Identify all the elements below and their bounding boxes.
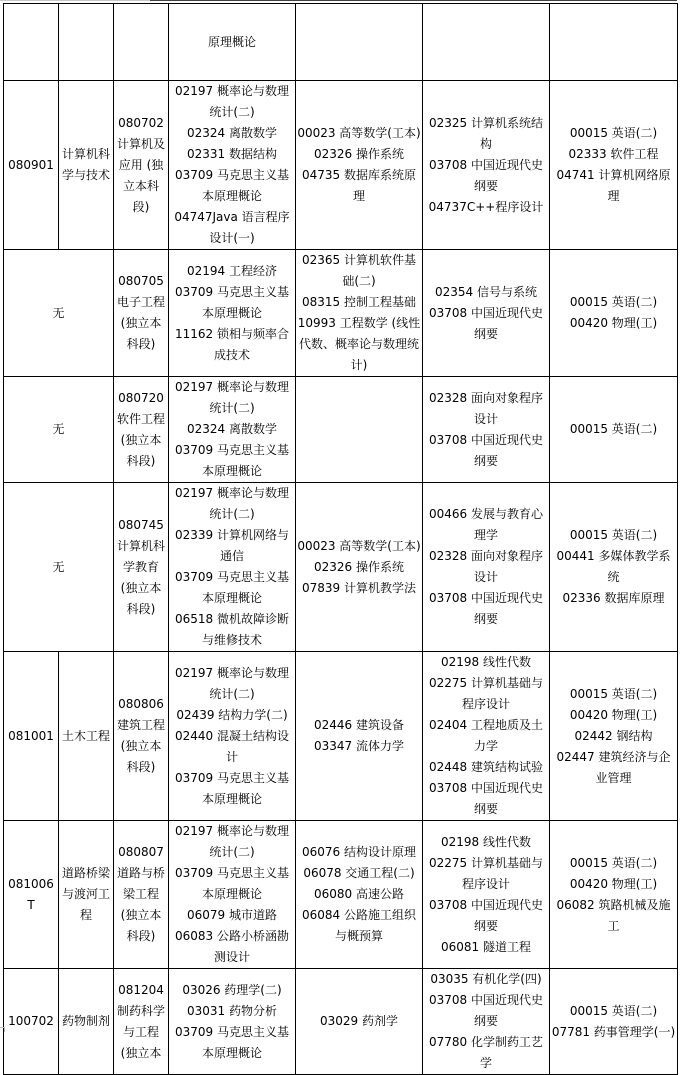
course-item: 02325 计算机系统结构: [429, 115, 543, 151]
previous-major-code: [4, 4, 59, 81]
course-item: 00023 高等数学(工本): [297, 538, 421, 553]
course-item: 03709 马克思主义基本原理概论: [175, 866, 289, 901]
course-item: 07780 化学制药工艺学: [429, 1035, 543, 1070]
courses-col-4: [169, 969, 296, 1075]
course-item: 03347 流体力学: [314, 739, 404, 753]
courses-col-4: [169, 377, 296, 483]
course-item: 06084 公路施工组织与概预算: [302, 908, 416, 943]
courses-col-7: [550, 821, 678, 969]
course-item: 03709 马克思主义基本原理概论: [175, 284, 289, 320]
course-item: 原理概论: [207, 34, 256, 49]
course-item: 02326 操作系统: [314, 559, 404, 574]
course-item: 02354 信号与系统: [435, 284, 537, 299]
course-item: 02447 建筑经济与企业管理: [556, 749, 671, 785]
course-item: 03031 药物分析: [187, 1003, 277, 1018]
course-item: 11162 锁相与频率合成技术: [175, 326, 289, 362]
previous-major-code: 081001: [4, 652, 59, 821]
course-item: 02197 概率论与数理统计(二): [175, 84, 289, 119]
table-row: [4, 652, 678, 821]
course-item: 02194 工程经济: [187, 263, 277, 278]
course-item: 00441 多媒体教学系统: [556, 549, 671, 584]
course-item: 00015 英语(二): [569, 422, 658, 436]
courses-col-5: [296, 483, 423, 652]
previous-major-name: 土木工程: [59, 652, 114, 821]
course-item: 03026 药理学(二): [182, 982, 282, 997]
courses-col-5: [296, 250, 423, 377]
previous-major-code: 080901: [4, 81, 59, 250]
course-item: 03708 中国近现代史纲要: [429, 781, 543, 816]
course-item: 10993 工程数学 (线性代数、概率论与数理统计): [297, 316, 421, 372]
course-item: 02365 计算机软件基础(二): [302, 253, 416, 288]
courses-col-6: [423, 81, 550, 250]
course-item: 08315 控制工程基础: [302, 295, 416, 309]
courses-col-4: [169, 483, 296, 652]
table-row: [4, 969, 678, 1075]
major-cell: 081204 制药科学与工程 (独立本: [114, 969, 169, 1075]
courses-col-6: [423, 483, 550, 652]
major-cell: 080745 计算机科学教育 (独立本科段): [114, 483, 169, 652]
major-cell: [114, 4, 169, 81]
top-edge-dark: [150, 0, 677, 1]
table-row: [4, 821, 678, 969]
course-item: 00015 英语(二): [569, 1003, 658, 1018]
courses-col-4: [169, 821, 296, 969]
courses-col-5: [296, 81, 423, 250]
courses-col-5: [296, 377, 423, 483]
course-item: 02197 概率论与数理统计(二): [175, 380, 289, 415]
courses-col-4: [169, 81, 296, 250]
course-item: 03708 中国近现代史纲要: [429, 157, 543, 193]
course-item: 00420 物理(工): [569, 316, 658, 330]
course-item: 06081 隧道工程: [441, 939, 531, 954]
courses-col-7: [550, 4, 678, 81]
courses-col-6: [423, 4, 550, 81]
previous-major-none: 无: [4, 250, 114, 377]
course-item: 02339 计算机网络与通信: [175, 528, 289, 563]
course-item: 02440 混凝土结构设计: [175, 728, 289, 764]
course-item: 02324 离散数学: [187, 422, 277, 436]
course-item: 02324 离散数学: [187, 126, 277, 140]
course-item: 02326 操作系统: [314, 147, 404, 161]
course-item: 03709 马克思主义基本原理概论: [175, 168, 289, 203]
courses-col-4: [169, 652, 296, 821]
previous-major-code: 100702: [4, 969, 59, 1075]
course-item: 03029 药剂学: [320, 1014, 398, 1028]
course-item: 06518 微机故障诊断与维修技术: [175, 612, 289, 647]
course-item: 02198 线性代数: [441, 834, 531, 849]
course-item: 03708 中国近现代史纲要: [429, 993, 543, 1028]
course-item: 04747Java 语言程序设计(一): [174, 210, 290, 245]
course-item: 06076 结构设计原理: [302, 845, 416, 859]
courses-col-6: [423, 969, 550, 1075]
course-item: 07839 计算机教学法: [302, 580, 416, 595]
course-item: 02198 线性代数: [441, 655, 531, 669]
course-item: 00015 英语(二): [569, 126, 658, 140]
course-item: 00015 英语(二): [569, 686, 658, 701]
course-item: 02197 概率论与数理统计(二): [175, 824, 289, 859]
previous-major-none: 无: [4, 377, 114, 483]
courses-col-5: [296, 4, 423, 81]
courses-col-4: [169, 250, 296, 377]
course-item: 02275 计算机基础与程序设计: [429, 855, 543, 891]
course-item: 03708 中国近现代史纲要: [429, 305, 543, 341]
course-item: 02404 工程地质及土力学: [429, 718, 543, 753]
courses-col-5: [296, 652, 423, 821]
courses-col-5: [296, 821, 423, 969]
course-item: 04737C++程序设计: [428, 199, 544, 214]
previous-major-name: [59, 4, 114, 81]
courses-col-7: [550, 969, 678, 1075]
courses-col-5: [296, 969, 423, 1075]
courses-col-6: [423, 250, 550, 377]
courses-col-7: [550, 250, 678, 377]
course-item: 03035 有机化学(四): [430, 972, 542, 986]
major-cell: 080705 电子工程 (独立本科段): [114, 250, 169, 377]
course-item: 02197 概率论与数理统计(二): [175, 486, 289, 521]
table-row: [4, 250, 678, 377]
course-item: 02333 软件工程: [568, 147, 659, 161]
courses-col-6: [423, 821, 550, 969]
exam-plan-table: [3, 3, 678, 1075]
course-item: 04741 计算机网络原理: [556, 168, 671, 203]
courses-col-7: [550, 652, 678, 821]
course-item: 03709 马克思主义基本原理概论: [175, 1024, 289, 1060]
course-item: 02439 结构力学(二): [176, 707, 288, 722]
table-row: [4, 377, 678, 483]
course-item: 02328 面向对象程序设计: [429, 549, 543, 584]
previous-major-name: 计算机科学与技术: [59, 81, 114, 250]
course-item: 03708 中国近现代史纲要: [429, 432, 543, 468]
course-item: 03709 马克思主义基本原理概论: [175, 443, 289, 478]
table-body: [4, 4, 678, 1075]
course-item: 03709 马克思主义基本原理概论: [175, 770, 289, 806]
table-row: [4, 483, 678, 652]
course-item: 02446 建筑设备: [314, 718, 404, 732]
major-cell: 080806 建筑工程 (独立本科段): [114, 652, 169, 821]
course-item: 02197 概率论与数理统计(二): [175, 665, 289, 701]
previous-major-code: 081006T: [4, 821, 59, 969]
table-row: [4, 4, 678, 81]
course-item: 02328 面向对象程序设计: [429, 390, 543, 426]
course-item: 06079 城市道路: [187, 908, 277, 922]
course-item: 06080 高速公路: [314, 887, 404, 901]
course-item: 00015 英语(二): [569, 295, 658, 309]
course-item: 00023 高等数学(工本): [297, 126, 421, 140]
courses-col-7: [550, 81, 678, 250]
courses-col-6: [423, 377, 550, 483]
previous-major-none: 无: [4, 483, 114, 652]
courses-col-7: [550, 377, 678, 483]
course-item: 02336 数据库原理: [562, 591, 665, 605]
previous-major-name: 药物制剂: [59, 969, 114, 1075]
course-item: 00015 英语(二): [569, 855, 658, 870]
course-item: 03708 中国近现代史纲要: [429, 591, 543, 626]
major-cell: 080807 道路与桥梁工程 (独立本科段): [114, 821, 169, 969]
courses-col-7: [550, 483, 678, 652]
courses-col-4: [169, 4, 296, 81]
table-row: [4, 81, 678, 250]
course-item: 06078 交通工程(二): [303, 866, 415, 880]
page-corner-mark: [0, 1027, 5, 1032]
course-item: 07781 药事管理学(一): [551, 1024, 676, 1039]
major-cell: 080720 软件工程 (独立本科段): [114, 377, 169, 483]
course-item: 03709 马克思主义基本原理概论: [175, 570, 289, 605]
course-item: 02331 数据结构: [187, 147, 277, 161]
course-item: 00015 英语(二): [569, 528, 658, 542]
course-item: 04735 数据库系统原理: [302, 168, 416, 203]
course-item: 03708 中国近现代史纲要: [429, 897, 543, 933]
course-item: 02448 建筑结构试验: [429, 760, 543, 774]
previous-major-name: 道路桥梁与渡河工程: [59, 821, 114, 969]
course-item: 02442 钢结构: [574, 728, 653, 743]
course-item: 06082 筑路机械及施工: [556, 897, 671, 933]
courses-col-6: [423, 652, 550, 821]
course-item: 02275 计算机基础与程序设计: [429, 676, 543, 711]
course-item: 00420 物理(工): [569, 876, 658, 891]
course-item: 00420 物理(工): [569, 707, 658, 722]
course-item: 06083 公路小桥涵勘测设计: [175, 929, 289, 964]
major-cell: 080702 计算机及应用 (独立本科段): [114, 81, 169, 250]
course-item: 00466 发展与教育心理学: [429, 507, 543, 542]
